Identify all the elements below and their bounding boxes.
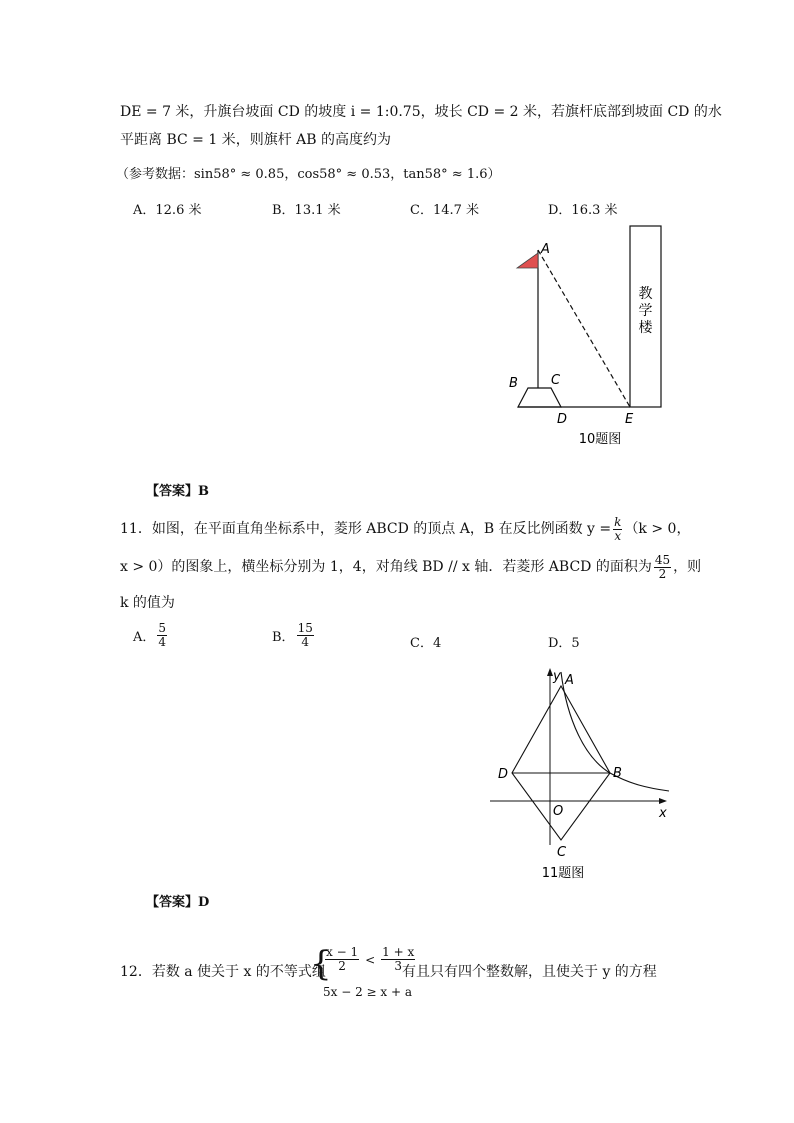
q10-figure-caption: 10题图 [578,432,622,447]
building-char-1: 教 [638,286,653,302]
label-b: B [613,766,622,781]
q11-choice-a-fraction [157,622,167,649]
q10-choice-b: B．13.1 米 [272,203,341,218]
label-c: C [557,845,567,860]
q10-answer-value: B [198,484,210,499]
label-b: B [509,376,518,391]
q12-ineq1-operator: < [365,952,376,967]
q11-choice-c: C．4 [410,636,442,651]
q12-ineq1-right-numerator: 1 + x [382,945,415,959]
label-e: E [625,412,634,427]
q10-choice-d: D．16.3 米 [548,203,618,218]
q11-function-denominator: x [614,528,622,543]
q11-line2-end: ，则 [673,559,702,575]
q11-area-denominator: 2 [658,566,667,581]
building-char-3: 楼 [638,320,653,336]
q11-choice-a-numerator: 5 [158,621,167,635]
q11-choice-b-numerator: 15 [297,621,313,635]
q10-answer-label: 【答案】 [146,484,199,499]
q11-line1-start: 11．如图，在平面直角坐标系中，菱形 ABCD 的顶点 A，B 在反比例函数 y = [120,521,612,537]
q11-line2-start: x > 0）的图象上，横坐标分别为 1，4，对角线 BD // x 轴．若菱形 ABCD 的面积为 [120,559,652,575]
label-o: O [553,804,564,819]
q12-ineq1-left-fraction [325,946,359,973]
q11-choice-a-denominator: 4 [158,635,167,649]
q12-inequality-2: 5x − 2 ≥ x + a [323,985,413,999]
label-d: D [498,767,509,782]
flag-platform [518,388,561,407]
q10-reference-data: （参考数据：sin58° ≈ 0.85，cos58° ≈ 0.53，tan58° ≈ 1.6） [116,167,501,182]
q11-choice-b [272,622,316,649]
q11-choice-a-prefix: A． [133,630,156,645]
q11-line3: k 的值为 [120,595,175,611]
q12-prefix: 12．若数 a 使关于 x 的不等式组 [120,964,326,980]
q12-ineq1-right-denominator: 3 [394,959,403,973]
q11-choice-b-fraction [297,622,314,649]
q11-answer-value: D [198,895,210,910]
label-a: A [565,673,574,688]
q11-area-numerator: 45 [654,552,671,567]
q12-ineq1-left-denominator: 2 [338,959,346,973]
q11-choice-b-prefix: B． [272,630,295,645]
q11-choice-a [133,622,169,649]
q11-line1-end: （k > 0， [624,521,691,537]
q11-function-fraction [613,516,622,543]
q10-choice-a: A．12.6 米 [133,203,202,218]
label-c: C [551,373,561,388]
q12-ineq1-left-numerator: x − 1 [326,945,359,959]
label-d: D [557,412,568,427]
q10-line2: 平距离 BC = 1 米，则旗杆 AB 的高度约为 [120,132,391,148]
q11-answer [146,891,209,910]
q11-figure [485,660,675,885]
q10-answer [146,480,209,499]
q12-system-brace: { [310,944,332,984]
q12-suffix: 有且只有四个整数解，且使关于 y 的方程 [402,964,657,980]
flag [517,253,538,268]
q11-figure-caption: 11题图 [541,866,585,881]
x-axis-arrow [659,798,667,804]
q11-area-fraction [654,554,671,581]
label-x: x [659,806,667,821]
q11-line2 [120,549,701,585]
q11-choice-b-denominator: 4 [301,635,310,649]
label-y: y [553,669,561,684]
q11-choice-d: D．5 [548,636,580,651]
building-char-2: 学 [638,303,653,319]
q11-answer-label: 【答案】 [146,895,199,910]
q10-figure [500,220,680,455]
q10-line1: DE = 7 米，升旗台坡面 CD 的坡度 i = 1:0.75，坡长 CD = 2 米，若旗杆底部到坡面 CD 的水 [120,104,722,120]
label-a: A [541,242,550,257]
q11-line1 [120,511,690,547]
q11-function-numerator: k [614,514,622,529]
q10-choice-c: C．14.7 米 [410,203,480,218]
